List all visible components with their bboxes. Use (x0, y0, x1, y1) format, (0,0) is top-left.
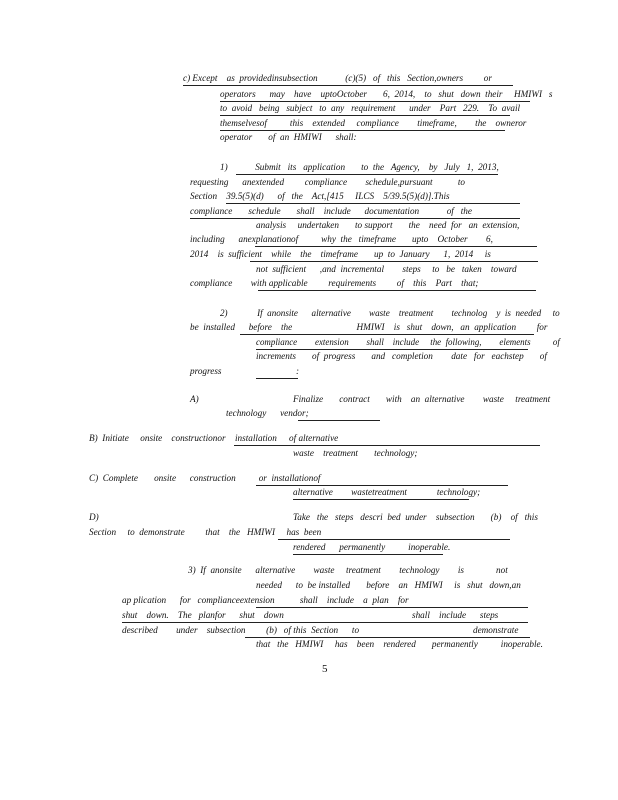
underline (256, 378, 298, 379)
underline (293, 554, 443, 555)
text-line: described under subsection (b) of this Section to (122, 625, 360, 635)
underline (256, 349, 528, 350)
underline (220, 101, 530, 102)
text-line: be installed before the HMIWI is shut down, an application for (190, 322, 548, 332)
underline (245, 637, 530, 638)
text-line: installation (235, 433, 277, 443)
text-line: analysis undertaken to support the need for an extension, (256, 220, 520, 230)
text-line: c) Except as providedinsubsection (c)(5) of this Section,owners or (183, 73, 492, 83)
text-line: C) Complete onsite construction or installationof (89, 473, 321, 483)
underline (122, 622, 528, 623)
underline (220, 115, 510, 116)
text-line: A) (190, 394, 199, 404)
text-line: 2) If anonsite alternative waste treatment technolog y is needed to (220, 308, 560, 318)
text-line: Finalize contract with an alternative waste treatment (293, 394, 551, 404)
text-line: D) (89, 512, 99, 522)
text-line: not sufficient ,and incremental steps to be taken toward (256, 264, 517, 274)
text-line: demonstrate (473, 625, 519, 635)
text-line: compliance schedule shall include documentation of the (190, 206, 472, 216)
text-line: Take the steps descri bed under subsection (b) of this (293, 512, 538, 522)
underline (255, 246, 537, 247)
text-line: requesting anextended compliance schedule,pursuant to (190, 177, 465, 187)
underline (234, 445, 540, 446)
text-line: compliance with applicable requirements of this Part that; (190, 278, 479, 288)
text-line: B) Initiate onsite constructionor (89, 433, 226, 443)
text-line: progress (190, 366, 222, 376)
text-line: needed to be installed before an HMIWI is shut down,an (256, 580, 521, 590)
text-line: to avoid being subject to any requirement under Part 229. To avail (220, 103, 521, 113)
text-line: including anexplanationof why the timeframe upto October 6, (190, 234, 493, 244)
page-number: 5 (322, 663, 328, 675)
underline (190, 218, 520, 219)
text-line: 1) Submit its application to the Agency, by July 1, 2013, (220, 162, 499, 172)
text-line: compliance extension shall include the following, elements of (256, 337, 560, 347)
text-line: that the HMIWI has been rendered permanently inoperable. (256, 639, 543, 649)
text-line: waste treatment technology; (293, 448, 418, 458)
underline (250, 261, 538, 262)
text-line: Section 39.5(5)(d) of the Act,[415 ILCS 5/39.5(5)(d)].This (190, 191, 450, 201)
text-line: 2014 is sufficient while the timeframe up to January 1, 2014 is (190, 249, 491, 259)
text-line: shall include steps (412, 610, 499, 620)
underline (293, 499, 469, 500)
text-line: operator of an HMIWI shall: (220, 132, 357, 142)
underline (258, 290, 536, 291)
underline (278, 539, 510, 540)
underline (256, 607, 528, 608)
text-line: : (296, 366, 300, 376)
underline (226, 203, 520, 204)
text-line: rendered permanently inoperable. (293, 542, 451, 552)
text-line: not (496, 565, 508, 575)
text-line: alternative wastetreatment technology; (293, 487, 481, 497)
underline (183, 85, 513, 86)
text-line: themselvesof this extended compliance timeframe, the owneror (220, 118, 527, 128)
underline (240, 334, 534, 335)
text-line: of alternative (289, 433, 339, 443)
underline (298, 420, 380, 421)
text-line: technology vendor; (226, 408, 309, 418)
text-line: 3) If anonsite alternative waste treatment technology is (188, 565, 465, 575)
text-line: Section to demonstrate that the HMIWI has been (89, 527, 322, 537)
text-line: ap plication for complianceextension shall include a plan for (122, 595, 409, 605)
text-line: operators may have uptoOctober 6, 2014, to shut down their HMIWI s (220, 89, 553, 99)
text-line: increments of progress and completion date for eachstep of (256, 351, 547, 361)
underline (256, 485, 508, 486)
underline (220, 130, 505, 131)
text-line: shut down. The planfor shut down (122, 610, 284, 620)
underline (236, 174, 498, 175)
